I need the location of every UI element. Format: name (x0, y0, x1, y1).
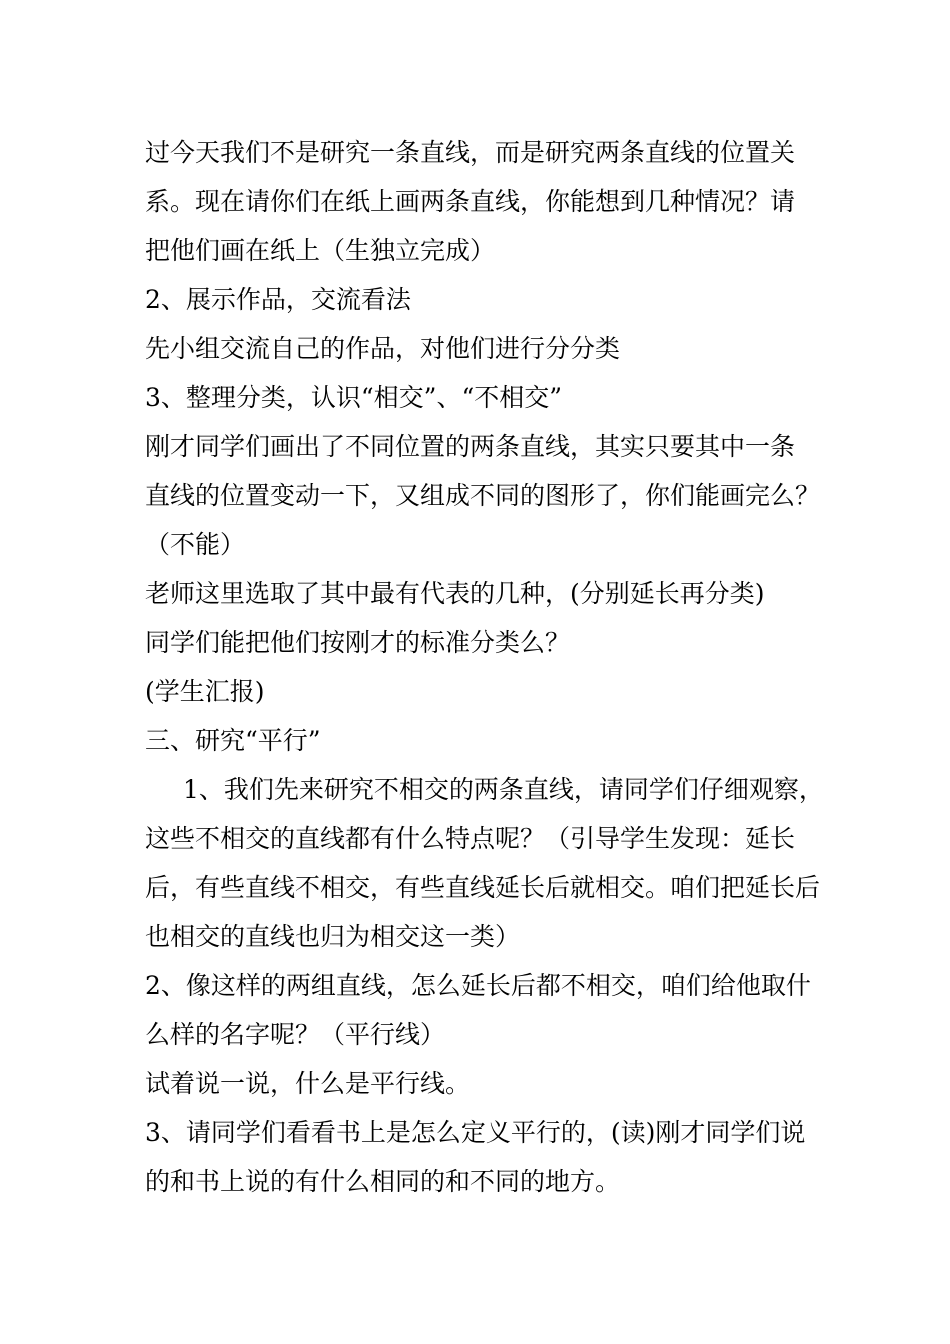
paragraph-line: 老师这里选取了其中最有代表的几种，(分别延长再分类) (145, 579, 765, 608)
paragraph-line: 3、请同学们看看书上是怎么定义平行的，(读)刚才同学们说 (145, 1118, 806, 1147)
paragraph-line: 试着说一说，什么是平行线。 (145, 1069, 471, 1098)
paragraph-line: 系。现在请你们在纸上画两条直线，你能想到几种情况？请 (145, 187, 796, 216)
section-heading: 3、整理分类，认识“相交”、“不相交” (145, 383, 563, 412)
paragraph-line: 后，有些直线不相交，有些直线延长后就相交。咱们把延长后 (145, 873, 821, 902)
paragraph-line: 刚才同学们画出了不同位置的两条直线，其实只要其中一条 (145, 432, 796, 461)
paragraph-line: 么样的名字呢？（平行线） (145, 1020, 446, 1049)
paragraph-line: 先小组交流自己的作品，对他们进行分分类 (145, 334, 621, 363)
document-body (145, 128, 825, 1206)
paragraph-line: 同学们能把他们按刚才的标准分类么？ (145, 628, 571, 657)
paragraph-line: 过今天我们不是研究一条直线，而是研究两条直线的位置关 (145, 138, 796, 167)
paragraph-line-indented: 1、我们先来研究不相交的两条直线，请同学们仔细观察， (183, 775, 824, 804)
paragraph-line: （不能） (145, 530, 246, 559)
section-heading: 2、展示作品，交流看法 (145, 285, 411, 314)
paragraph-line: 2、像这样的两组直线，怎么延长后都不相交，咱们给他取什 (145, 971, 811, 1000)
paragraph-line: 把他们画在纸上（生独立完成） (145, 236, 496, 265)
paragraph-line: 也相交的直线也归为相交这一类） (145, 922, 521, 951)
paragraph-line: 的和书上说的有什么相同的和不同的地方。 (145, 1167, 621, 1196)
paragraph-line: 这些不相交的直线都有什么特点呢？（引导学生发现：延长 (145, 824, 796, 853)
section-heading: 三、研究“平行” (145, 726, 321, 755)
paragraph-line: (学生汇报) (145, 677, 265, 706)
paragraph-line: 直线的位置变动一下，又组成不同的图形了，你们能画完么？ (145, 481, 821, 510)
